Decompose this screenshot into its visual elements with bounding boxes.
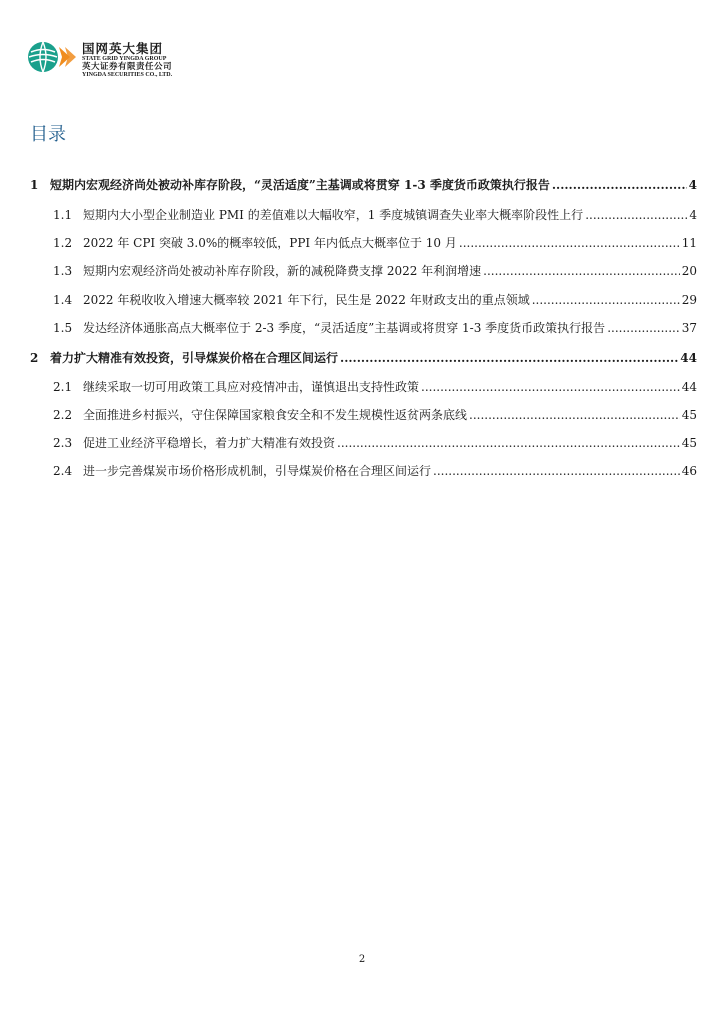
toc-title: 目录 (30, 124, 66, 145)
toc-subsection-entry[interactable] (53, 406, 697, 423)
toc-entry-number: 2 (30, 351, 39, 365)
toc-entry-title: 短期内宏观经济尚处被动补库存阶段，新的减税降费支撑 2022 年利润增速 (83, 264, 482, 278)
toc-section-entry[interactable] (30, 176, 697, 193)
toc-dot-leader (585, 208, 687, 222)
toc-dot-leader (340, 351, 678, 365)
org-name-cn: 国网英大集团 (82, 41, 164, 56)
toc-subsection-entry[interactable] (53, 434, 697, 451)
toc-dot-leader (469, 408, 680, 422)
toc-subsection-entry[interactable] (53, 262, 697, 279)
toc-entry-title: 继续采取一切可用政策工具应对疫情冲击，谨慎退出支持性政策 (83, 380, 420, 394)
toc-subsection-entry[interactable] (53, 234, 697, 251)
toc-entry-page: 20 (681, 264, 697, 278)
page-number: 2 (358, 954, 366, 965)
toc-entry-page: 4 (689, 208, 697, 222)
toc-entry-page: 44 (680, 351, 697, 365)
toc-dot-leader (337, 436, 680, 450)
org-name-en: STATE GRID YINGDA GROUP (82, 56, 167, 62)
toc-entry-page: 46 (681, 464, 697, 478)
yingda-logo-icon (26, 40, 78, 74)
toc-entry-page: 44 (681, 380, 697, 394)
toc-entry-title: 2022 年税收收入增速大概率较 2021 年下行，民生是 2022 年财政支出的重点领域 (83, 293, 530, 307)
toc-dot-leader (459, 236, 680, 250)
toc-section-entry[interactable] (30, 349, 697, 366)
toc-entry-title: 2022 年 CPI 突破 3.0%的概率较低，PPI 年内低点大概率位于 10 月 (83, 236, 457, 250)
toc-entry-page: 45 (681, 436, 697, 450)
toc-entry-title: 短期内大小型企业制造业 PMI 的差值难以大幅收窄，1 季度城镇调查失业率大概率阶段性上行 (83, 208, 584, 222)
company-name-en: YINGDA SECURITIES CO., LTD. (82, 72, 173, 78)
toc-entry-title: 短期内宏观经济尚处被动补库存阶段，“灵活适度”主基调或将贯穿 1-3 季度货币政策执行报告 (50, 178, 550, 192)
toc-entry-page: 4 (688, 178, 697, 192)
toc-subsection-entry[interactable] (53, 462, 697, 479)
toc-subsection-entry[interactable] (53, 319, 697, 336)
toc-dot-leader (433, 464, 680, 478)
toc-entry-page: 45 (681, 408, 697, 422)
toc-subsection-entry[interactable] (53, 206, 697, 223)
toc-entry-title: 发达经济体通胀高点大概率位于 2-3 季度，“灵活适度”主基调或将贯穿 1-3 季度货币政策执行报告 (83, 321, 606, 335)
toc-dot-leader (532, 293, 680, 307)
toc-dot-leader (421, 380, 680, 394)
toc-entry-number: 1.3 (53, 264, 73, 278)
toc-entry-page: 37 (681, 321, 697, 335)
toc-entry-number: 1.1 (53, 208, 73, 222)
company-name-cn: 英大证券有限责任公司 (82, 62, 173, 72)
toc-subsection-entry[interactable] (53, 378, 697, 395)
toc-entry-number: 2.1 (53, 380, 73, 394)
brand-text (82, 42, 172, 79)
toc-entry-number: 2.3 (53, 436, 73, 450)
toc-dot-leader (483, 264, 680, 278)
toc-entry-title: 全面推进乡村振兴，守住保障国家粮食安全和不发生规模性返贫两条底线 (83, 408, 468, 422)
toc-subsection-entry[interactable] (53, 291, 697, 308)
toc-entry-number: 2.4 (53, 464, 73, 478)
toc-entry-page: 11 (681, 236, 697, 250)
toc-dot-leader (607, 321, 680, 335)
toc-dot-leader (552, 178, 687, 192)
toc-entry-page: 29 (681, 293, 697, 307)
toc-entry-title: 进一步完善煤炭市场价格形成机制，引导煤炭价格在合理区间运行 (83, 464, 432, 478)
toc-entry-title: 着力扩大精准有效投资，引导煤炭价格在合理区间运行 (50, 351, 339, 365)
toc-entry-number: 1 (30, 178, 39, 192)
toc-entry-number: 2.2 (53, 408, 73, 422)
toc-entry-number: 1.2 (53, 236, 73, 250)
toc-entry-title: 促进工业经济平稳增长，着力扩大精准有效投资 (83, 436, 336, 450)
toc-entry-number: 1.4 (53, 293, 73, 307)
toc-entry-number: 1.5 (53, 321, 73, 335)
